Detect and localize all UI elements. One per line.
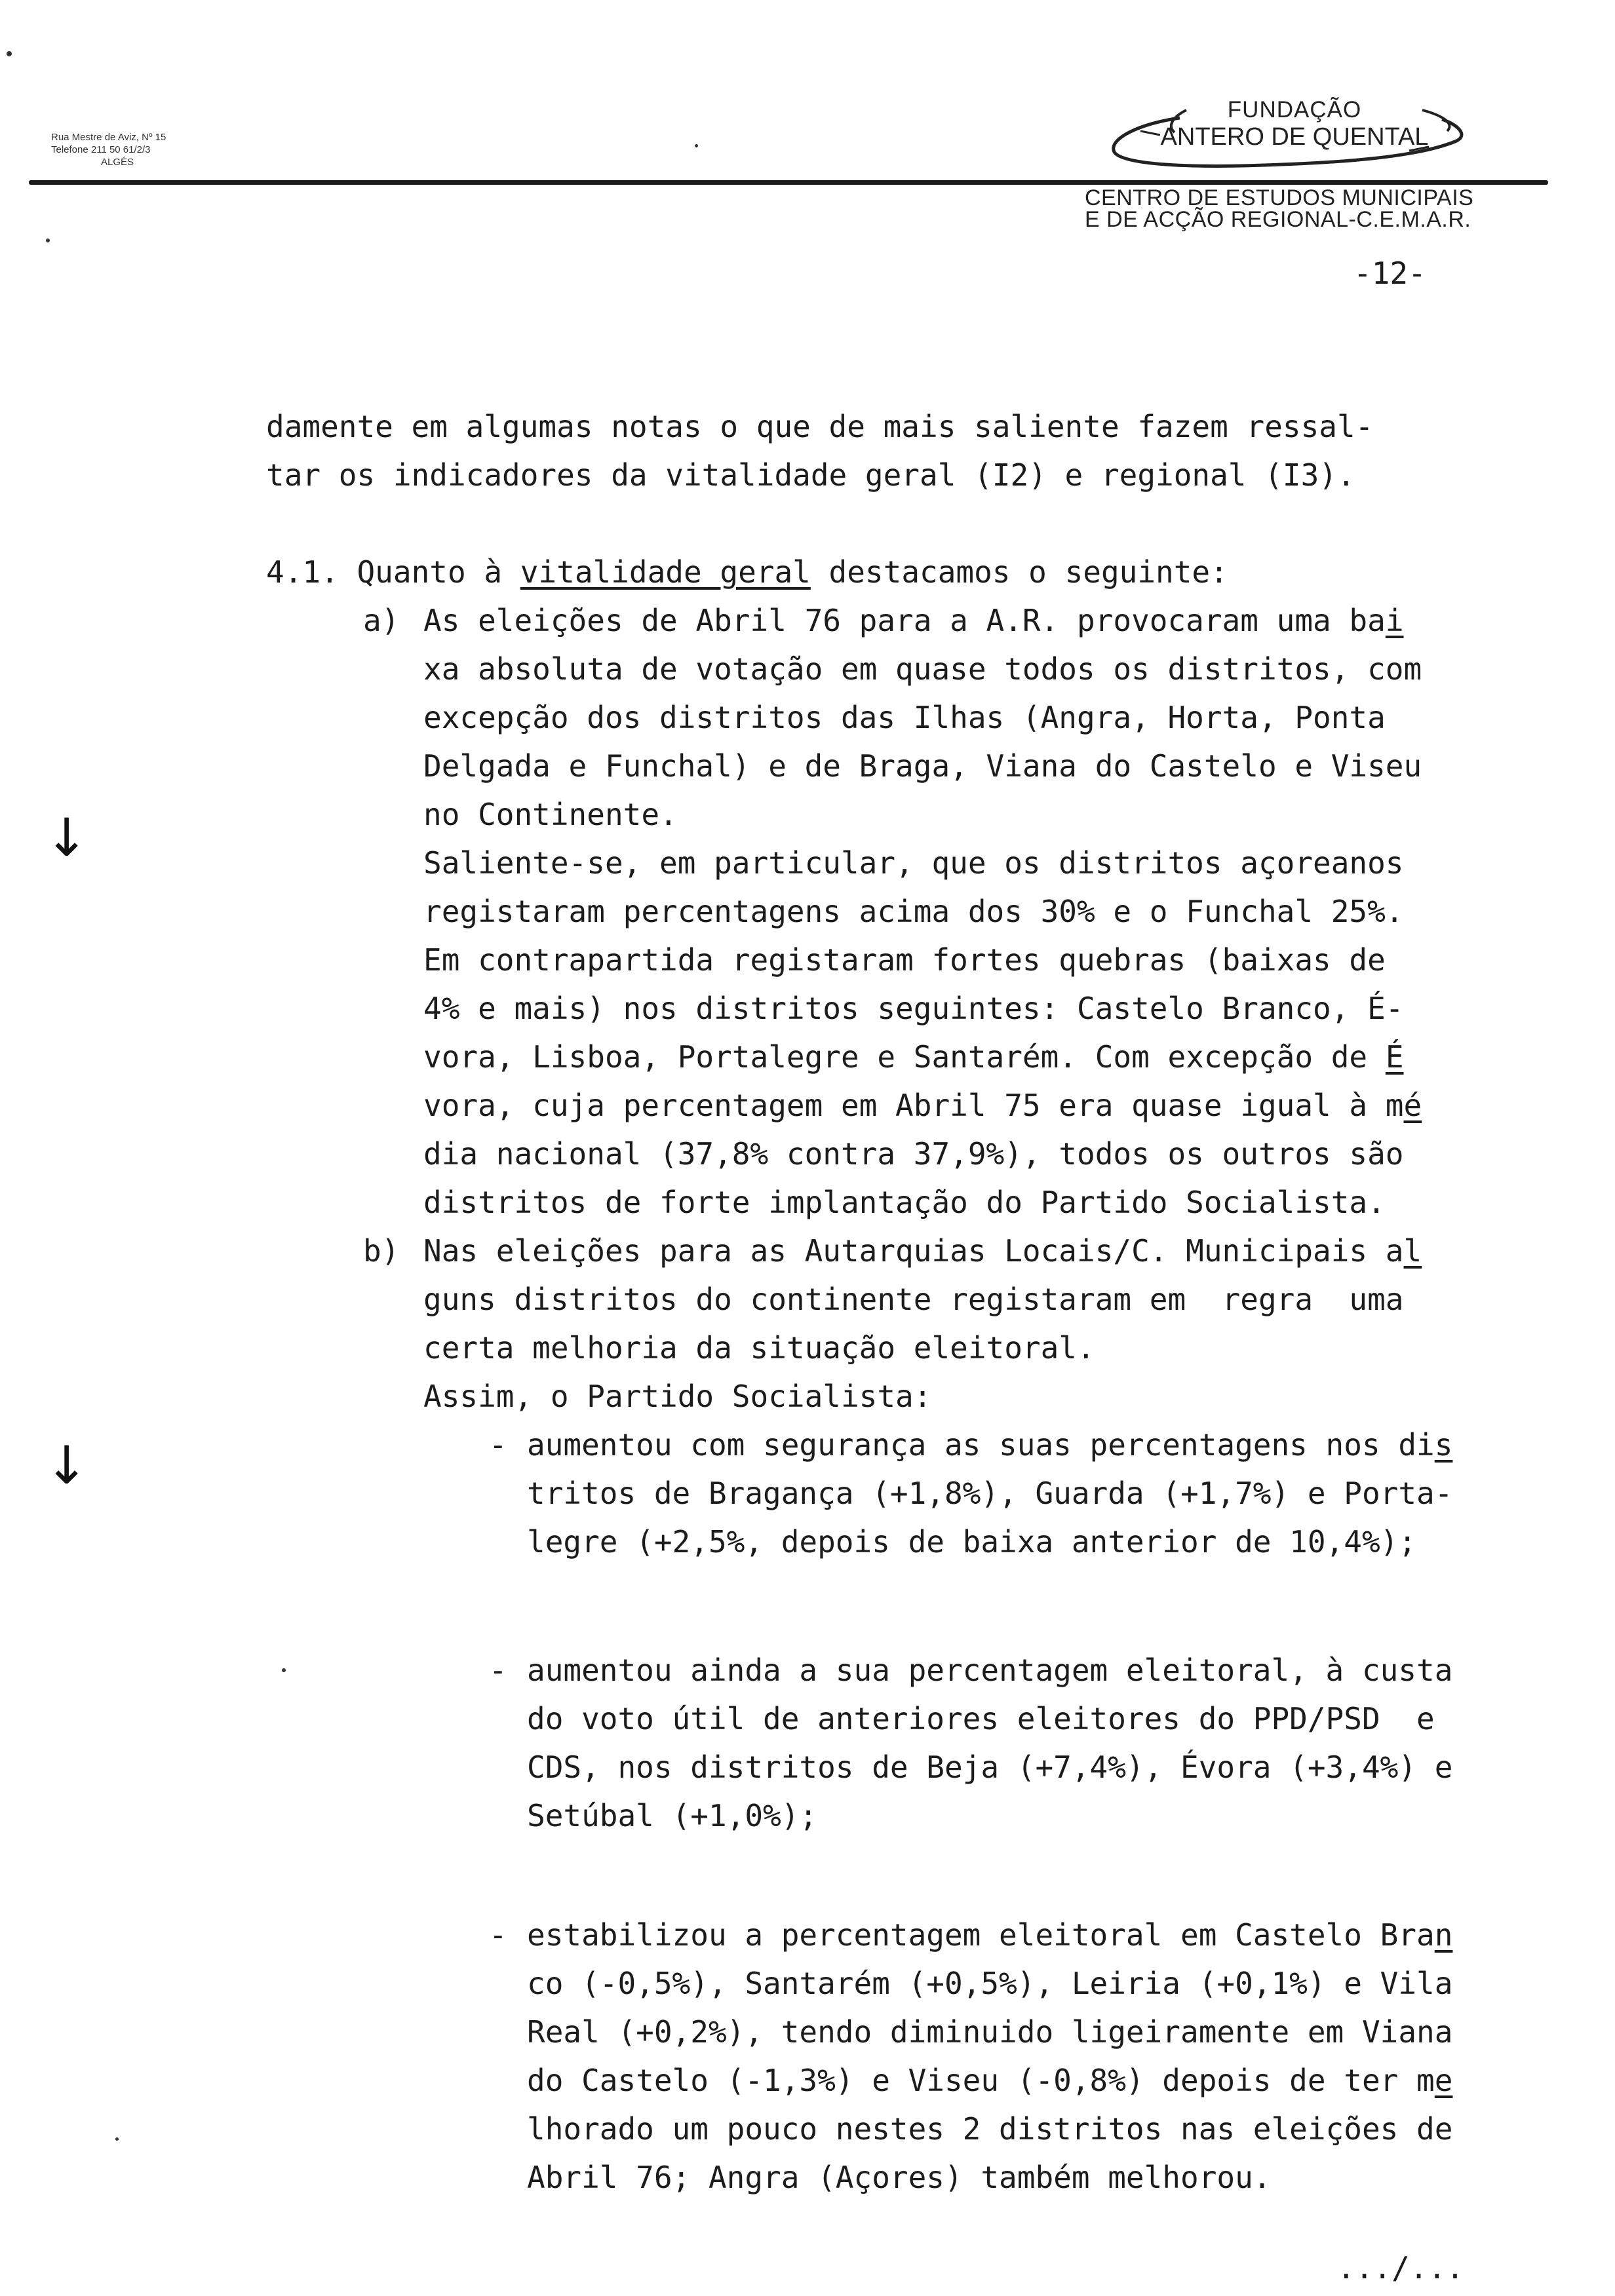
header-rule: [29, 180, 1548, 185]
bullet-3-line-2: co (-0,5%), Santarém (+0,5%), Leiria (+0,1%) e Vila: [527, 1966, 1453, 2001]
address-phone: Telefone 211 50 61/2/3: [51, 144, 151, 155]
bullet-3-line-6: Abril 76; Angra (Açores) também melhorou.: [527, 2160, 1272, 2195]
bullet-3-line-1: estabilizou a percentagem eleitoral em Castelo Bran: [527, 1917, 1453, 1953]
margin-hook-icon: ↓: [45, 807, 89, 868]
sender-address: [51, 131, 166, 168]
intro-line-1: damente em algumas notas o que de mais saliente fazem ressal-: [266, 409, 1374, 444]
bullet-3-dash: -: [489, 1917, 507, 1953]
address-street: Rua Mestre de Aviz, Nº 15: [51, 132, 166, 143]
address-town: ALGÉS: [101, 157, 134, 168]
item-a-line-8: Em contrapartida registaram fortes quebras (baixas de: [423, 942, 1386, 978]
bullet-3-line-3: Real (+0,2%), tendo diminuido ligeiramente em Viana: [527, 2014, 1453, 2050]
bullet-1-dash: -: [489, 1427, 507, 1463]
section-lead-underlined: vitalidade geral: [520, 554, 811, 590]
cemar-heading: [1085, 187, 1473, 231]
section-lead: Quanto à: [357, 554, 520, 590]
item-a-line-6: Saliente-se, em particular, que os distritos açoreanos: [423, 845, 1404, 881]
continuation-mark: .../...: [1337, 2250, 1464, 2286]
item-a-line-13: distritos de forte implantação do Partido Socialista.: [423, 1185, 1386, 1220]
bullet-2-line-1: aumentou ainda a sua percentagem eleitoral, à custa: [527, 1653, 1453, 1688]
item-a-label: a): [363, 603, 400, 638]
cemar-line-2: E DE ACÇÃO REGIONAL-C.E.M.A.R.: [1085, 207, 1471, 232]
item-b-line-1: Nas eleições para as Autarquias Locais/C. Municipais al: [423, 1233, 1422, 1269]
intro-line-2: tar os indicadores da vitalidade geral (I2) e regional (I3).: [266, 457, 1355, 493]
bullet-2-dash: -: [489, 1653, 507, 1688]
scan-speck: [46, 239, 50, 242]
section-number: 4.1.: [266, 554, 339, 590]
item-b-line-4: Assim, o Partido Socialista:: [423, 1379, 932, 1414]
item-a-line-12: dia nacional (37,8% contra 37,9%), todos os outros são: [423, 1136, 1404, 1172]
item-a-line-5: no Continente.: [423, 797, 678, 832]
section-lead-end: destacamos o seguinte:: [810, 554, 1228, 590]
item-a-line-3: excepção dos distritos das Ilhas (Angra, Horta, Ponta: [423, 700, 1386, 735]
cemar-line-1: CENTRO DE ESTUDOS MUNICIPAIS: [1085, 185, 1474, 210]
item-a-line-1: As eleições de Abril 76 para a A.R. provocaram uma bai: [423, 603, 1404, 638]
item-a-line-11: vora, cuja percentagem em Abril 75 era quase igual à mé: [423, 1088, 1422, 1123]
item-a-line-10: vora, Lisboa, Portalegre e Santarém. Com excepção de É: [423, 1039, 1404, 1075]
scan-speck: [695, 144, 698, 147]
bullet-3-line-5: lhorado um pouco nestes 2 distritos nas eleições de: [527, 2111, 1453, 2147]
section-4-1-heading: [266, 548, 1228, 596]
bullet-1-line-3: legre (+2,5%, depois de baixa anterior de 10,4%);: [527, 1524, 1417, 1559]
item-a-line-7: registaram percentagens acima dos 30% e o Funchal 25%.: [423, 894, 1404, 929]
bullet-2-line-3: CDS, nos distritos de Beja (+7,4%), Évora (+3,4%) e: [527, 1750, 1453, 1785]
page-number: -12-: [1353, 256, 1426, 291]
item-a-line-9: 4% e mais) nos distritos seguintes: Castelo Branco, É-: [423, 991, 1404, 1026]
item-b-line-2: guns distritos do continente registaram em regra uma: [423, 1282, 1404, 1317]
item-a-line-2: xa absoluta de votação em quase todos os distritos, com: [423, 651, 1422, 687]
bullet-3-line-4: do Castelo (-1,3%) e Viseu (-0,8%) depois de ter me: [527, 2063, 1453, 2098]
logo-fundacao: FUNDAÇÃO: [1227, 97, 1362, 123]
item-b-line-3: certa melhoria da situação eleitoral.: [423, 1330, 1095, 1366]
bullet-1-line-1: aumentou com segurança as suas percentagens nos dis: [527, 1427, 1453, 1463]
item-b-label: b): [363, 1233, 400, 1269]
bullet-2-line-4: Setúbal (+1,0%);: [527, 1798, 818, 1833]
bullet-2-line-2: do voto útil de anteriores eleitores do PPD/PSD e: [527, 1701, 1435, 1736]
scan-speck: [7, 51, 12, 56]
margin-hook-icon: ↓: [45, 1435, 89, 1496]
item-a-line-4: Delgada e Funchal) e de Braga, Viana do Castelo e Viseu: [423, 748, 1422, 784]
foundation-logo: [1154, 97, 1435, 151]
scan-speck: [282, 1668, 286, 1672]
logo-antero-de-quental: ANTERO DE QUENTAL: [1160, 123, 1429, 151]
bullet-1-line-2: tritos de Bragança (+1,8%), Guarda (+1,7%) e Porta-: [527, 1476, 1453, 1511]
scan-speck: [115, 2137, 119, 2141]
